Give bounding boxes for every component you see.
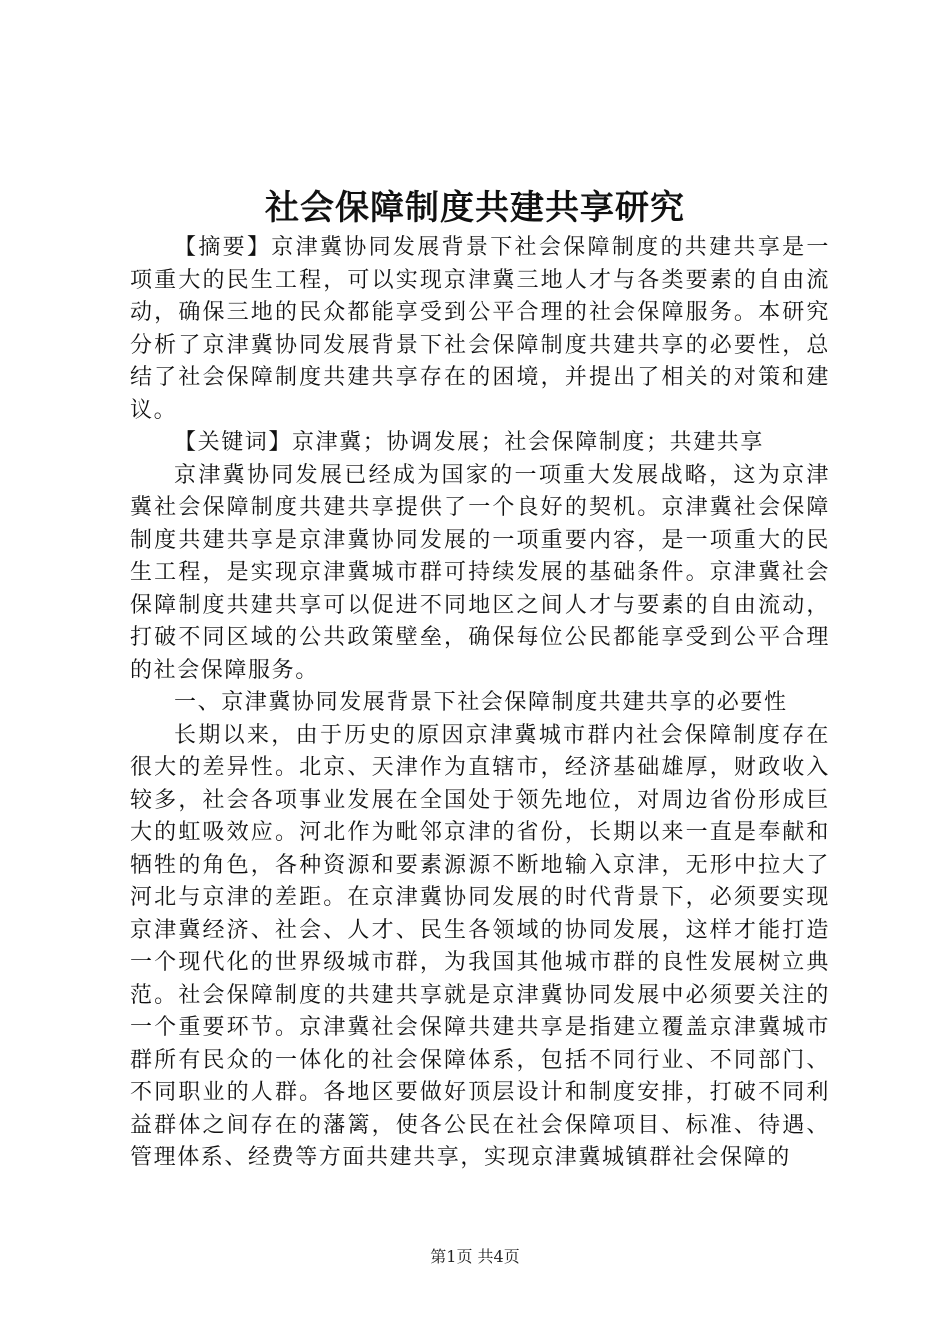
section-heading: 一、京津冀协同发展背景下社会保障制度共建共享的必要性: [174, 690, 788, 715]
abstract-paragraph: 【摘要】京津冀协同发展背景下社会保障制度的共建共享是一项重大的民生工程，可以实现京津冀三地人才与各类要素的自由流动，确保三地的民众都能享受到公平合理的社会保障服务。本研究分析了京津冀协同发展背景下社会保障制度共建共享的必要性，总结了社会保障制度共建共享存在的困境，并提出了相关的对策和建议。: [130, 235, 830, 423]
section-paragraph: 长期以来，由于历史的原因京津冀城市群内社会保障制度存在很大的差异性。北京、天津作为直辖市，经济基础雄厚，财政收入较多，社会各项事业发展在全国处于领先地位，对周边省份形成巨大的虹吸效应。河北作为毗邻京津的省份，长期以来一直是奉献和牺牲的角色，各种资源和要素源源不断地输入京津，无形中拉大了河北与京津的差距。在京津冀协同发展的时代背景下，必须要实现京津冀经济、社会、人才、民生各领域的协同发展，这样才能打造一个现代化的世界级城市群，为我国其他城市群的良性发展树立典范。社会保障制度的共建共享就是京津冀协同发展中必须要关注的一个重要环节。京津冀社会保障共建共享是指建立覆盖京津冀城市群所有民众的一体化的社会保障体系，包括不同行业、不同部门、不同职业的人群。各地区要做好顶层设计和制度安排，打破不同利益群体之间存在的藩篱，使各公民在社会保障项目、标准、待遇、管理体系、经费等方面共建共享，实现京津冀城镇群社会保障的: [130, 722, 830, 1170]
keywords-paragraph: 【关键词】京津冀；协调发展；社会保障制度；共建共享: [174, 430, 765, 455]
page-title: 社会保障制度共建共享研究: [265, 188, 685, 228]
page-number: 第1页 共4页: [430, 1247, 520, 1266]
intro-paragraph: 京津冀协同发展已经成为国家的一项重大发展战略，这为京津冀社会保障制度共建共享提供了一个良好的契机。京津冀社会保障制度共建共享是京津冀协同发展的一项重要内容，是一项重大的民生工程，是实现京津冀城市群可持续发展的基础条件。京津冀社会保障制度共建共享可以促进不同地区之间人才与要素的自由流动，打破不同区域的公共政策壁垒，确保每位公民都能享受到公平合理的社会保障服务。: [130, 462, 830, 683]
document-body: [130, 232, 830, 1175]
